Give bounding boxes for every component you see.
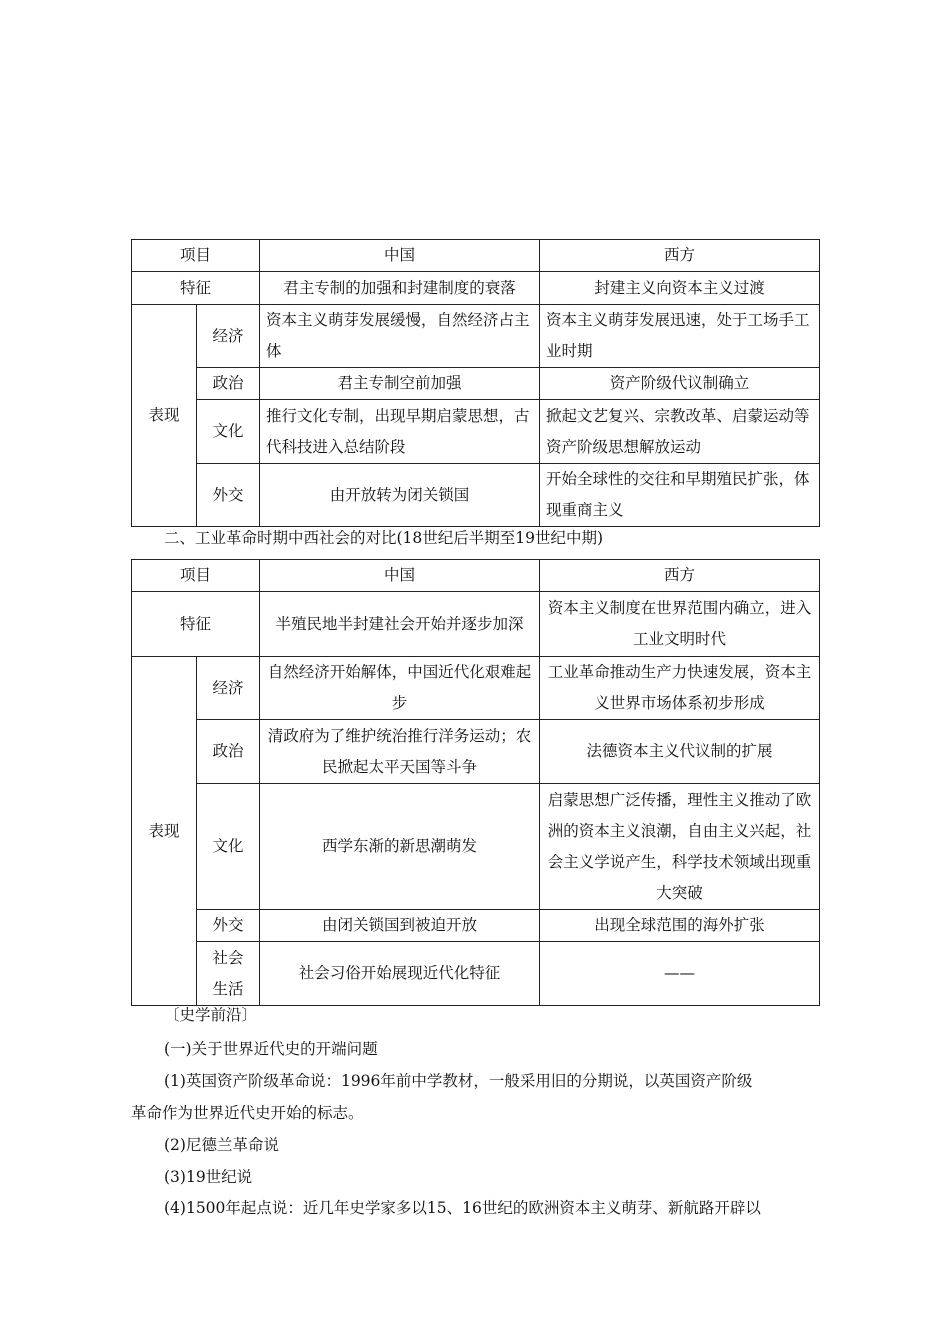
- table-header-row: [132, 560, 820, 592]
- cell-west: 启蒙思想广泛传播，理性主义推动了欧洲的资本主义浪潮，自由主义兴起，社会主义学说产生，科学技术领域出现重大突破: [540, 784, 820, 910]
- group-label: 表现: [132, 657, 197, 1006]
- paragraph-line: 革命作为世界近代史开始的标志。: [131, 1104, 364, 1122]
- cell-west: 开始全球性的交往和早期殖民扩张，体现重商主义: [540, 464, 820, 527]
- row-label: 特征: [132, 592, 260, 657]
- cell-west: 出现全球范围的海外扩张: [540, 910, 820, 942]
- header-china: 中国: [260, 240, 540, 272]
- paragraph-line: (4)1500年起点说：近几年史学家多以15、16世纪的欧洲资本主义萌芽、新航路开辟以: [164, 1199, 761, 1217]
- table-header-row: [132, 240, 820, 272]
- row-label: 社会生活: [197, 942, 260, 1006]
- header-west: 西方: [540, 560, 820, 592]
- row-label: 外交: [197, 910, 260, 942]
- table-row: [132, 720, 820, 784]
- cell-west: ——: [540, 942, 820, 1006]
- table-row: [132, 942, 820, 1006]
- header-west: 西方: [540, 240, 820, 272]
- frontier-label: 〔史学前沿〕: [164, 1006, 258, 1024]
- cell-west: 资本主义制度在世界范围内确立，进入工业文明时代: [540, 592, 820, 657]
- section-2-title: 二、工业革命时期中西社会的对比(18世纪后半期至19世纪中期): [164, 529, 604, 547]
- cell-china: 半殖民地半封建社会开始并逐步加深: [260, 592, 540, 657]
- cell-china: 清政府为了维护统治推行洋务运动；农民掀起太平天国等斗争: [260, 720, 540, 784]
- table-row: [132, 657, 820, 720]
- row-label: 经济: [197, 305, 260, 368]
- row-label: 特征: [132, 272, 260, 305]
- cell-china: 君主专制的加强和封建制度的衰落: [260, 272, 540, 305]
- cell-west: 封建主义向资本主义过渡: [540, 272, 820, 305]
- table-row: [132, 910, 820, 942]
- row-label: 经济: [197, 657, 260, 720]
- cell-west: 资本主义萌芽发展迅速，处于工场手工业时期: [540, 305, 820, 368]
- cell-west: 资产阶级代议制确立: [540, 368, 820, 400]
- paragraph-line: (1)英国资产阶级革命说：1996年前中学教材，一般采用旧的分期说，以英国资产阶级: [164, 1072, 753, 1090]
- table-row: [132, 592, 820, 657]
- cell-china: 君主专制空前加强: [260, 368, 540, 400]
- cell-west: 工业革命推动生产力快速发展，资本主义世界市场体系初步形成: [540, 657, 820, 720]
- list-item: (2)尼德兰革命说: [164, 1136, 279, 1154]
- list-item: (3)19世纪说: [164, 1168, 253, 1186]
- cell-china: 由开放转为闭关锁国: [260, 464, 540, 527]
- row-label: 政治: [197, 368, 260, 400]
- comparison-table-1: [131, 239, 820, 527]
- cell-china: 西学东渐的新思潮萌发: [260, 784, 540, 910]
- comparison-table-2: [131, 559, 820, 1006]
- header-item: 项目: [132, 240, 260, 272]
- cell-west: 掀起文艺复兴、宗教改革、启蒙运动等资产阶级思想解放运动: [540, 400, 820, 464]
- header-item: 项目: [132, 560, 260, 592]
- cell-china: 推行文化专制，出现早期启蒙思想，古代科技进入总结阶段: [260, 400, 540, 464]
- row-label: 文化: [197, 784, 260, 910]
- cell-china: 资本主义萌芽发展缓慢，自然经济占主体: [260, 305, 540, 368]
- group-label: 表现: [132, 305, 197, 527]
- header-china: 中国: [260, 560, 540, 592]
- cell-china: 自然经济开始解体，中国近代化艰难起步: [260, 657, 540, 720]
- table-row: [132, 272, 820, 305]
- table-row: [132, 464, 820, 527]
- table-row: [132, 784, 820, 910]
- frontier-heading: (一)关于世界近代史的开端问题: [164, 1040, 378, 1058]
- cell-china: 社会习俗开始展现近代化特征: [260, 942, 540, 1006]
- row-label: 外交: [197, 464, 260, 527]
- cell-china: 由闭关锁国到被迫开放: [260, 910, 540, 942]
- row-label: 政治: [197, 720, 260, 784]
- table-row: [132, 368, 820, 400]
- cell-west: 法德资本主义代议制的扩展: [540, 720, 820, 784]
- table-row: [132, 305, 820, 368]
- row-label: 文化: [197, 400, 260, 464]
- table-row: [132, 400, 820, 464]
